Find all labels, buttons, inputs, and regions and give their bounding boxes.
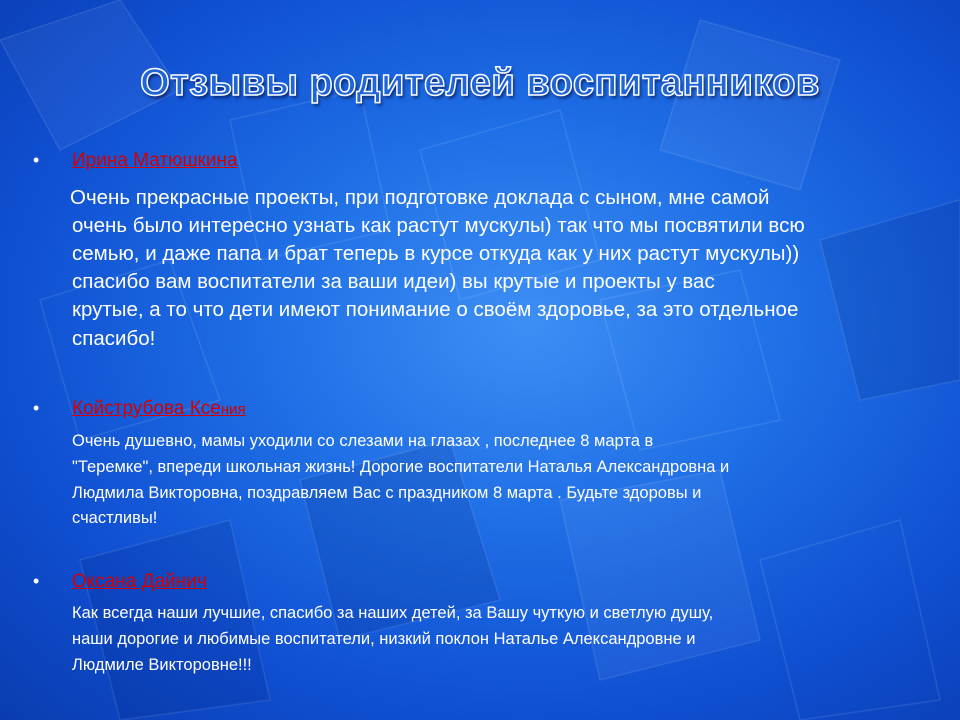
bullet-icon: • (33, 398, 40, 418)
review-text-line: Как всегда наши лучшие, спасибо за наших детей, за Вашу чуткую и светлую душу, (72, 604, 714, 622)
review-author-name: Койструбова Ксе (72, 398, 221, 419)
slide-title: Отзывы родителей воспитанников (140, 62, 820, 104)
review-text-line: Очень душевно, мамы уходили со слезами на глазах , последнее 8 марта в (72, 432, 654, 450)
review-text-line: спасибо вам воспитатели за ваши идеи) вы крутые и проекты у вас (72, 270, 715, 293)
review-text-line: Людмиле Викторовне!!! (72, 656, 252, 674)
review-author-name-tail: ния (220, 401, 246, 418)
review-text-line: Людмила Викторовна, поздравляем Вас с праздником 8 марта . Будьте здоровы и (72, 484, 702, 502)
review-author-link[interactable]: Оксана Дайнич (72, 571, 207, 592)
bullet-icon: • (33, 571, 40, 591)
review-text-line: наши дорогие и любимые воспитатели, низкий поклон Наталье Александровне и (72, 630, 696, 648)
review-author-link[interactable]: Ирина Матюшкина (72, 150, 238, 171)
review-author-link[interactable] (72, 398, 246, 420)
review-text-line: спасибо! (72, 327, 156, 350)
review-text-line: крутые, а то что дети имеют понимание о своём здоровье, за это отдельное (72, 298, 799, 321)
review-text-line: очень было интересно узнать как растут мускулы) так что мы посвятили всю (72, 214, 805, 237)
review-text-line: Очень прекрасные проекты, при подготовке доклада с сыном, мне самой (70, 186, 770, 209)
review-text-line: "Теремке", впереди школьная жизнь! Дорогие воспитатели Наталья Александровна и (72, 458, 730, 476)
bullet-icon: • (33, 150, 40, 170)
review-text-line: счастливы! (72, 509, 158, 527)
review-text-line: семью, и даже папа и брат теперь в курсе откуда как у них растут мускулы)) (72, 242, 800, 265)
